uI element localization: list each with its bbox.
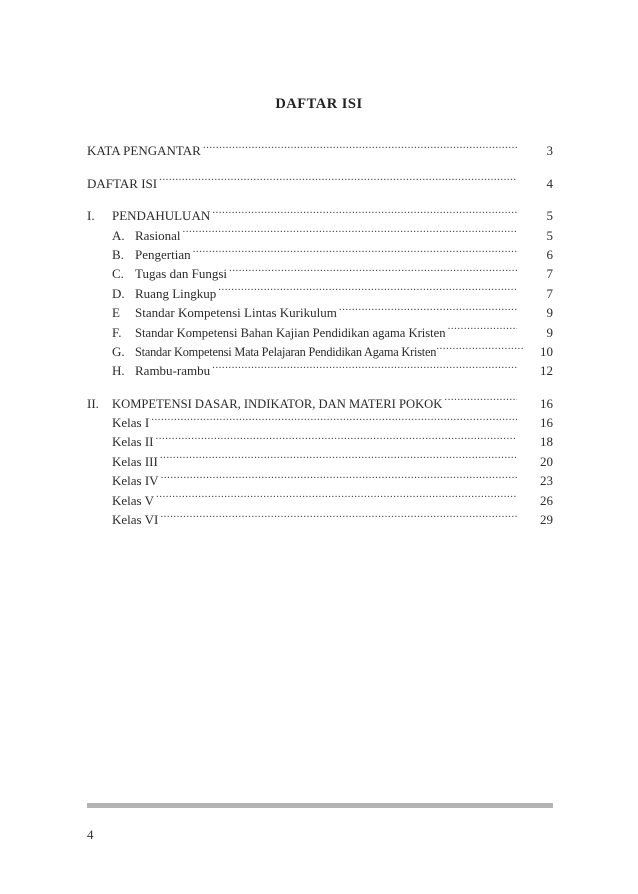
toc-section-kompetensi-dasar[interactable] (87, 388, 553, 411)
toc-entry-page: 3 (546, 143, 553, 159)
subentry-label: Pengertian (135, 246, 191, 262)
subentry-page: 9 (546, 305, 553, 321)
section-label: PENDAHULUAN (112, 208, 211, 224)
leader-dots (193, 240, 517, 259)
toc-section-pendahuluan[interactable] (87, 201, 553, 224)
subentry-label: Kelas VI (112, 512, 159, 528)
leader-dots (218, 278, 517, 297)
leader-dots (436, 337, 523, 356)
leader-dots (212, 201, 517, 220)
subentry-label: Kelas I (112, 415, 150, 431)
leader-dots (156, 427, 517, 446)
toc-entry-label: DAFTAR ISI (87, 175, 158, 191)
leader-dots (160, 505, 517, 524)
subentry-marker: B. (112, 246, 124, 262)
leader-dots (212, 356, 517, 375)
leader-dots (448, 317, 517, 336)
subentry-marker: C. (112, 266, 124, 282)
leader-dots (159, 168, 517, 187)
subentry-page: 29 (540, 512, 553, 528)
subentry-label: Kelas V (112, 492, 155, 508)
toc-entry-daftar-isi[interactable] (87, 168, 553, 191)
subentry-marker: H. (112, 363, 125, 379)
subentry-page: 9 (546, 324, 553, 340)
toc-entry-page: 4 (546, 175, 553, 191)
subentry-page: 7 (546, 266, 553, 282)
subentry-label: Kelas III (112, 453, 158, 469)
subentry-page: 20 (540, 453, 553, 469)
leader-dots (161, 466, 517, 485)
subentry-marker: A. (112, 227, 125, 243)
subentry-page: 23 (540, 473, 553, 489)
toc-subentry[interactable] (87, 446, 553, 469)
subentry-label: Standar Kompetensi Bahan Kajian Pendidikan agama Kristen (135, 325, 446, 340)
leader-dots (156, 485, 517, 504)
leader-dots (203, 136, 517, 155)
toc-entry-kata-pengantar[interactable] (87, 136, 553, 159)
subentry-page: 7 (546, 285, 553, 301)
subentry-label: Kelas II (112, 434, 154, 450)
subentry-marker: F. (112, 324, 122, 340)
subentry-page: 26 (540, 492, 553, 508)
subentry-page: 12 (540, 363, 553, 379)
leader-dots (339, 298, 517, 317)
leader-dots (229, 259, 517, 278)
page-number: 4 (87, 827, 94, 842)
footer-divider (87, 803, 553, 808)
subentry-label: Standar Kompetensi Lintas Kurikulum (135, 305, 337, 321)
section-number: I. (87, 208, 95, 224)
subentry-label: Kelas IV (112, 473, 159, 489)
section-label: KOMPETENSI DASAR, INDIKATOR, DAN MATERI POKOK (112, 396, 443, 411)
toc-entry-label: KATA PENGANTAR (87, 143, 201, 159)
subentry-page: 5 (546, 227, 553, 243)
subentry-label: Rasional (135, 227, 181, 243)
subentry-page: 6 (546, 246, 553, 262)
section-page: 16 (540, 395, 553, 411)
toc-subentry[interactable] (87, 505, 553, 528)
subentry-label: Tugas dan Fungsi (135, 266, 227, 282)
page-title: DAFTAR ISI (275, 96, 363, 112)
section-number: II. (87, 395, 99, 411)
leader-dots (183, 220, 518, 239)
subentry-page: 18 (540, 434, 553, 450)
subentry-page: 10 (540, 343, 553, 359)
section-page: 5 (546, 208, 553, 224)
toc-subentry[interactable] (87, 408, 553, 431)
toc-subentry[interactable] (87, 485, 553, 508)
leader-dots (160, 446, 517, 465)
table-of-contents (87, 136, 553, 528)
subentry-marker: G. (112, 343, 125, 359)
subentry-label: Standar Kompetensi Mata Pelajaran Pendidikan Agama Kristen (135, 344, 437, 359)
leader-dots (151, 408, 517, 427)
toc-subentry[interactable] (87, 427, 553, 450)
subentry-label: Rambu-rambu (135, 363, 211, 379)
subentry-marker: D. (112, 285, 125, 301)
subentry-label: Ruang Lingkup (135, 285, 217, 301)
leader-dots (444, 388, 517, 407)
subentry-page: 16 (540, 415, 553, 431)
subentry-marker: E (112, 305, 120, 321)
